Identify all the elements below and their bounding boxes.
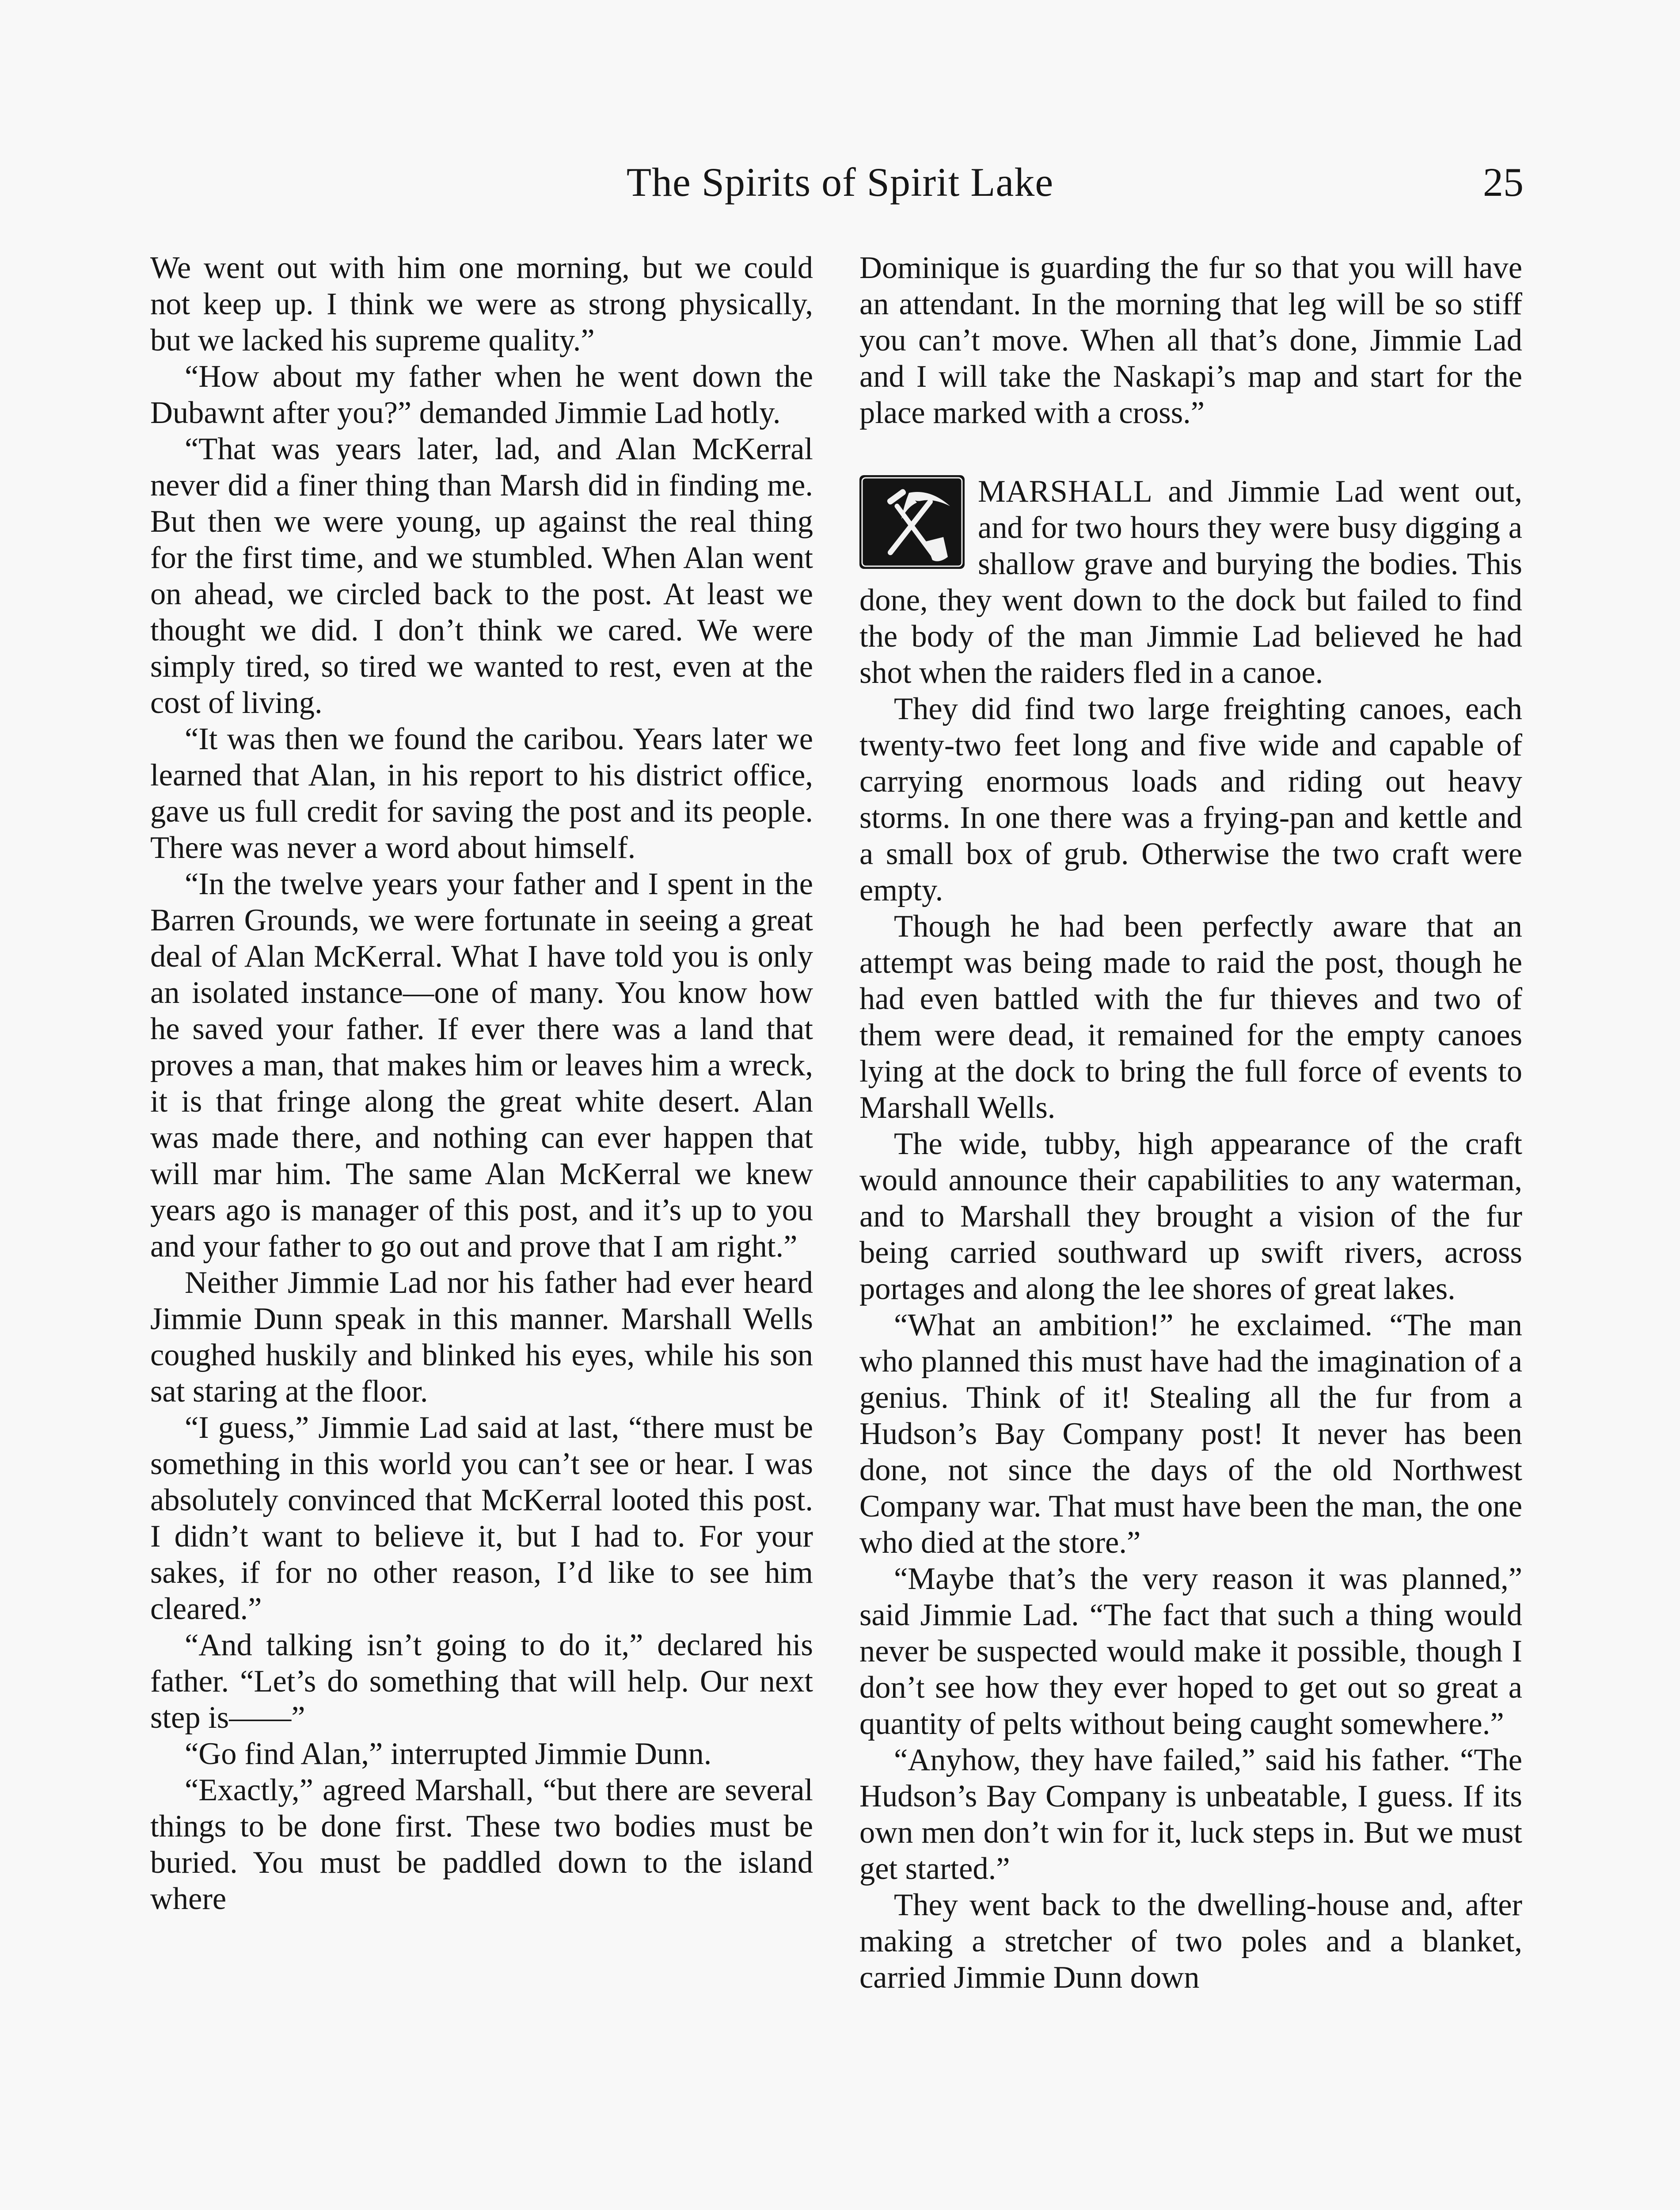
right-column — [859, 250, 1522, 1996]
paragraph: Neither Jimmie Lad nor his father had ever heard Jimmie Dunn speak in this manner. Marshall Wells coughed huskily and blinked his eyes, while his son sat staring at the floor. — [150, 1265, 813, 1409]
paragraph: The wide, tubby, high appearance of the craft would announce their capabilities to any waterman, and to Marshall they brought a vision of the fur being carried southward up swift rivers, across portages and along the lee shores of great lakes. — [859, 1127, 1522, 1306]
paragraph: “It was then we found the caribou. Years later we learned that Alan, in his report to his district office, gave us full credit for saving the post and its people. There was never a word about himself. — [150, 722, 813, 865]
paragraph: “Maybe that’s the very reason it was planned,” said Jimmie Lad. “The fact that such a thing would never be suspected would make it possible, though I don’t see how they ever hoped to get out so great a quantity of pelts without being caught somewhere.” — [859, 1562, 1522, 1741]
section-lead-text: and Jimmie Lad went out, and for two hours they were busy digging a shallow grave and burying the bodies. This done, they went down to the dock but failed to find the body of the man Jimmie Lad believed he had shot when the raiders fled in a canoe. — [859, 474, 1522, 690]
paragraph: “Exactly,” agreed Marshall, “but there are several things to be done first. These two bodies must be buried. You must be paddled down to the island where — [150, 1773, 813, 1916]
paragraph: “How about my father when he went down the Dubawnt after you?” demanded Jimmie Lad hotly. — [150, 359, 813, 430]
section-opening-paragraph — [859, 473, 1522, 691]
running-title: The Spirits of Spirit Lake — [626, 160, 1054, 205]
paragraph: “And talking isn’t going to do it,” declared his father. “Let’s do something that will help. Our next step is——” — [150, 1628, 813, 1735]
left-column — [150, 250, 813, 1917]
section-lead-word: MARSHALL — [978, 474, 1153, 509]
paragraph: Though he had been perfectly aware that an attempt was being made to raid the post, though he had even battled with the fur thieves and two of them were dead, it remained for the empty canoes lying at the dock to bring the full force of events to Marshall Wells. — [859, 909, 1522, 1125]
pickaxe-and-shovel-icon — [859, 475, 965, 569]
paragraph: “What an ambition!” he exclaimed. “The man who planned this must have had the imagination of a genius. Think of it! Stealing all the fur from a Hudson’s Bay Company post! It never has been done, not since the days of the old Northwest Company war. That must have been the man, the one who died at the store.” — [859, 1308, 1522, 1560]
paragraph: They went back to the dwelling-house and, after making a stretcher of two poles and a blanket, carried Jimmie Dunn down — [859, 1888, 1522, 1995]
paragraph: “Go find Alan,” interrupted Jimmie Dunn. — [185, 1737, 712, 1771]
paragraph: “That was years later, lad, and Alan McKerral never did a finer thing than Marsh did in finding me. But then we were young, up against the real thing for the first time, and we stumbled. When Alan went on ahead, we circled back to the post. At least we thought we did. I don’t think we cared. We were simply tired, so tired we wanted to rest, even at the cost of living. — [150, 432, 813, 720]
page-number: 25 — [1483, 160, 1524, 205]
paragraph: “Anyhow, they have failed,” said his father. “The Hudson’s Bay Company is unbeatable, I guess. If its own men don’t win for it, luck steps in. But we must get started.” — [859, 1743, 1522, 1886]
running-header — [0, 156, 1680, 209]
paragraph: They did find two large freighting canoes, each twenty-two feet long and five wide and capable of carrying enormous loads and riding out heavy storms. In one there was a frying-pan and kettle and a small box of grub. Otherwise the two craft were empty. — [859, 692, 1522, 907]
paragraph: “In the twelve years your father and I spent in the Barren Grounds, we were fortunate in seeing a great deal of Alan McKerral. What I have told you is only an isolated instance—one of many. You know how he saved your father. If ever there was a land that proves a man, that makes him or leaves him a wreck, it is that fringe along the great white desert. Alan was made there, and nothing can ever happen that will mar him. The same Alan McKerral we knew years ago is manager of this post, and it’s up to you and your father to go out and prove that I am right.” — [150, 867, 813, 1264]
paragraph: “I guess,” Jimmie Lad said at last, “there must be something in this world you can’t see or hear. I was absolutely convinced that McKerral looted this post. I didn’t want to believe it, but I had to. For your sakes, if for no other reason, I’d like to see him cleared.” — [150, 1410, 813, 1626]
paragraph: Dominique is guarding the fur so that you will have an attendant. In the morning that leg will be so stiff you can’t move. When all that’s done, Jimmie Lad and I will take the Naskapi’s map and start for the place marked with a cross.” — [859, 251, 1522, 430]
paragraph: We went out with him one morning, but we could not keep up. I think we were as strong physically, but we lacked his supreme quality.” — [150, 251, 813, 358]
